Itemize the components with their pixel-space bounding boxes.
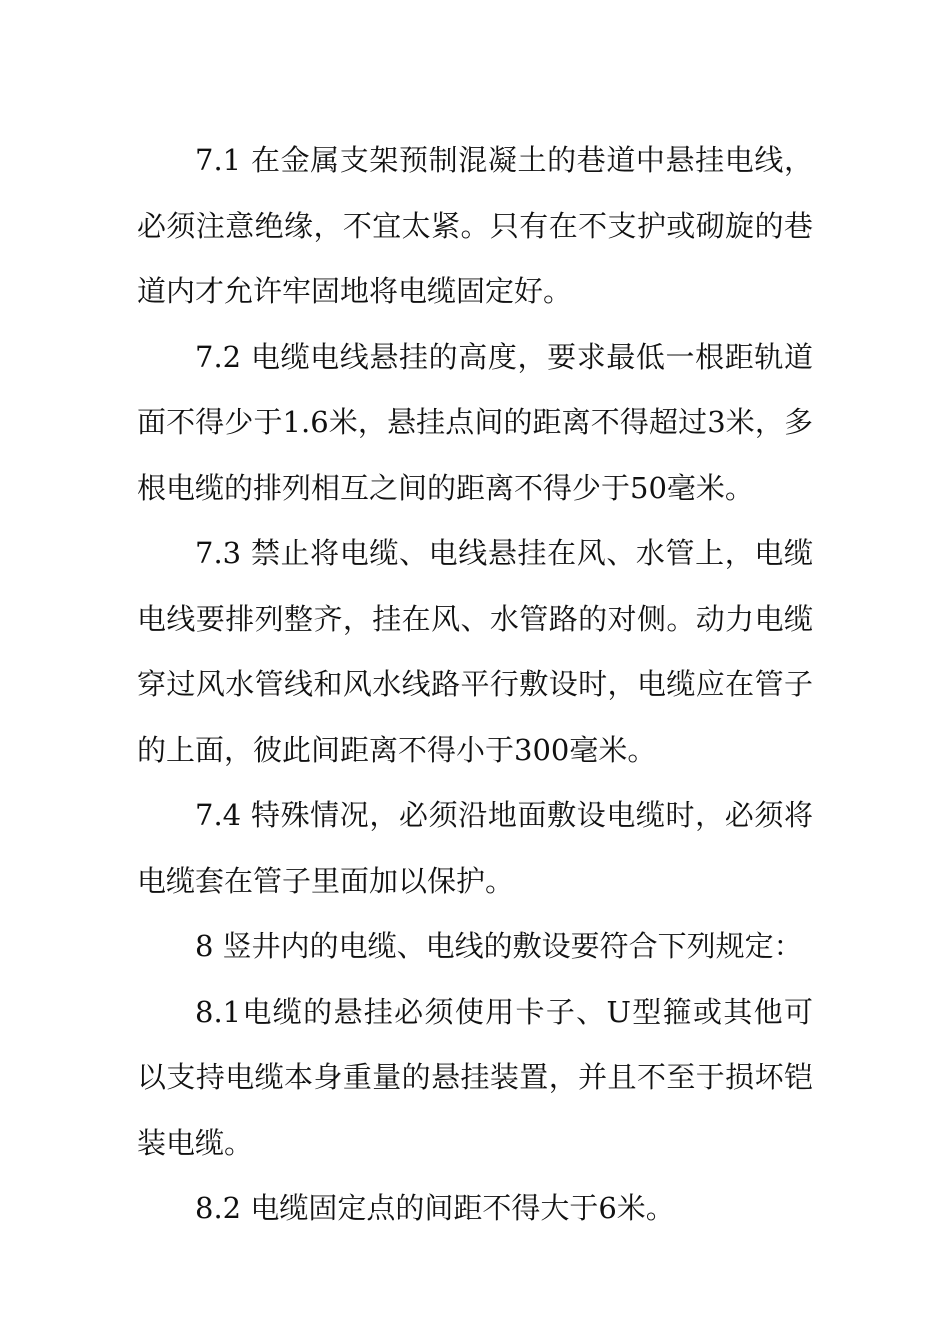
paragraph-8: 8 竖井内的电缆、电线的敷设要符合下列规定： bbox=[195, 929, 803, 963]
document-body bbox=[137, 128, 813, 1242]
paragraph-8-2: 8.2 电缆固定点的间距不得大于6米。 bbox=[195, 1191, 675, 1225]
paragraph-7-2: 7.2 电缆电线悬挂的高度，要求最低一根距轨道面不得少于1.6米，悬挂点间的距离不得超过3米，多根电缆的排列相互之间的距离不得少于50毫米。 bbox=[137, 339, 813, 505]
paragraph-7-3: 7.3 禁止将电缆、电线悬挂在风、水管上，电缆电线要排列整齐，挂在风、水管路的对侧。动力电缆穿过风水管线和风水线路平行敷设时，电缆应在管子的上面，彼此间距离不得小于300毫米。 bbox=[137, 536, 813, 767]
paragraph-7-4: 7.4 特殊情况，必须沿地面敷设电缆时，必须将电缆套在管子里面加以保护。 bbox=[137, 798, 813, 898]
paragraph-8-1: 8.1电缆的悬挂必须使用卡子、U型箍或其他可以支持电缆本身重量的悬挂装置，并且不至于损坏铠装电缆。 bbox=[137, 994, 813, 1160]
paragraph-7-1: 7.1 在金属支架预制混凝土的巷道中悬挂电线，必须注意绝缘，不宜太紧。只有在不支护或砌旋的巷道内才允许牢固地将电缆固定好。 bbox=[137, 143, 813, 308]
